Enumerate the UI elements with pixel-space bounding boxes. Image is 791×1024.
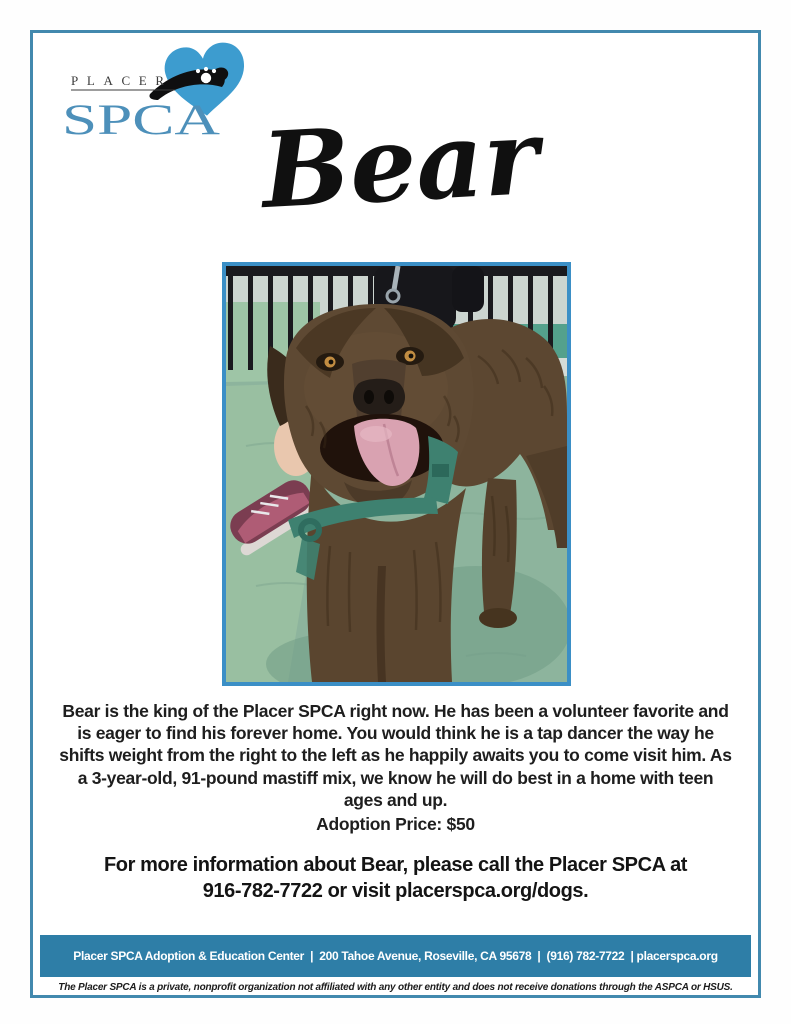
dog-name-title (238, 80, 562, 245)
disclaimer-text: The Placer SPCA is a private, nonprofit organization not affiliated with any other entity and does not receive donations through the ASPCA or HSUS. (58, 982, 733, 993)
title-script-text (238, 80, 562, 245)
footer-address-text: Placer SPCA Adoption & Education Center | 200 Tahoe Avenue, Roseville, CA 95678 | (916) 782-7722 | placerspca.org (73, 949, 718, 963)
placer-spca-logo-graphic (58, 40, 248, 142)
contact-line-2: 916-782-7722 or visit placerspca.org/dogs. (202, 880, 589, 902)
placer-spca-logo (58, 40, 248, 142)
footer-address-bar (40, 935, 751, 977)
contact-info (55, 852, 736, 904)
title-text: Bear (258, 94, 542, 233)
logo-word-placer: PLACER (71, 73, 171, 88)
logo-word-spca: SPCA (62, 97, 220, 142)
dog-photo (222, 262, 571, 686)
description-paragraph: Bear is the king of the Placer SPCA right now. He has been a volunteer favorite and is eager to find his forever home. You would think he is a tap dancer the way he shifts weight from the right to the left as he happily awaits you to come visit him. As a 3-year-old, 91-pound mastiff mix, we know he will do best in a home with teen ages and up. (59, 701, 732, 810)
adoption-price: Adoption Price: $50 (316, 814, 475, 835)
contact-line-1: For more information about Bear, please call the Placer SPCA at (103, 854, 688, 876)
description-block (58, 700, 733, 835)
dog-photo-illustration (226, 266, 567, 682)
